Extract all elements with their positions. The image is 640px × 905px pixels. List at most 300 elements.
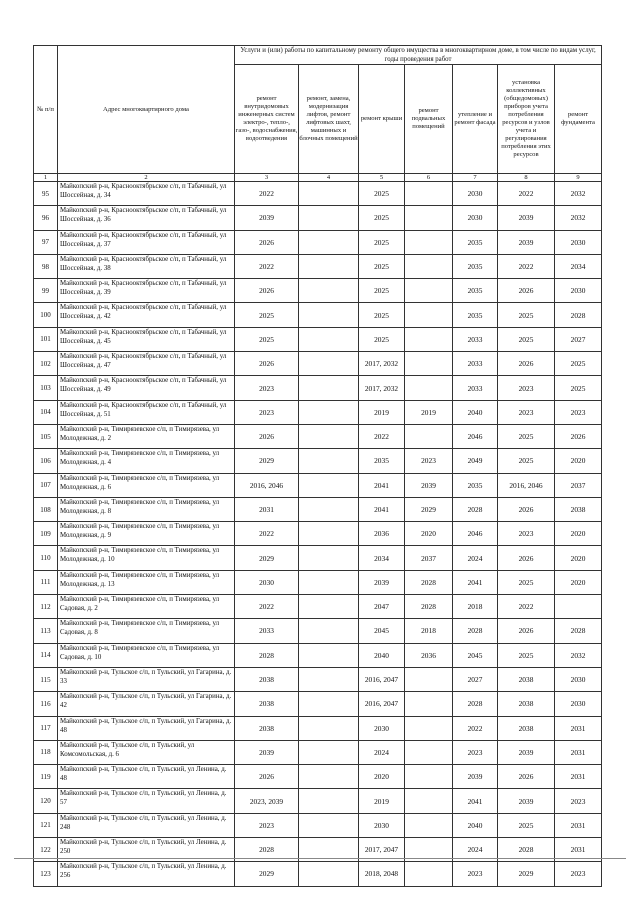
cell-foundation: 2020 bbox=[555, 570, 602, 594]
cell-facade: 2045 bbox=[453, 643, 498, 667]
cell-facade: 2024 bbox=[453, 838, 498, 862]
cell-engineering-systems: 2016, 2046 bbox=[235, 473, 299, 497]
cell-basement: 2036 bbox=[405, 643, 453, 667]
row-number: 104 bbox=[34, 400, 58, 424]
cell-foundation bbox=[555, 595, 602, 619]
table-row bbox=[34, 303, 602, 327]
cell-roof: 2045 bbox=[359, 619, 405, 643]
cell-foundation: 2034 bbox=[555, 254, 602, 278]
cell-engineering-systems: 2038 bbox=[235, 692, 299, 716]
cell-foundation: 2023 bbox=[555, 400, 602, 424]
cell-engineering-systems: 2026 bbox=[235, 352, 299, 376]
cell-basement bbox=[405, 692, 453, 716]
cell-meters: 2016, 2046 bbox=[498, 473, 555, 497]
row-address: Майкопский р-н, Тульское с/п, п Тульский, ул Ленина, д. 248 bbox=[58, 813, 235, 837]
row-address: Майкопский р-н, Тульское с/п, п Тульский, ул Комсомольская, д. 6 bbox=[58, 740, 235, 764]
cell-engineering-systems: 2023, 2039 bbox=[235, 789, 299, 813]
cell-roof: 2047 bbox=[359, 595, 405, 619]
cell-basement bbox=[405, 862, 453, 886]
row-number: 107 bbox=[34, 473, 58, 497]
table-row bbox=[34, 424, 602, 448]
row-address: Майкопский р-н, Тимирязевское с/п, п Тимирязева, ул Молодежная, д. 10 bbox=[58, 546, 235, 570]
cell-roof: 2030 bbox=[359, 813, 405, 837]
cell-foundation: 2030 bbox=[555, 279, 602, 303]
cell-meters: 2026 bbox=[498, 279, 555, 303]
cell-elevators bbox=[299, 546, 359, 570]
cell-foundation: 2020 bbox=[555, 546, 602, 570]
header-col-meters: установка коллективных (общедомовых) приборов учета потребления ресурсов и узлов учета и регулирования потребления этих ресурсов bbox=[498, 65, 555, 174]
row-number: 118 bbox=[34, 740, 58, 764]
cell-foundation: 2028 bbox=[555, 619, 602, 643]
page-bottom-divider bbox=[14, 858, 626, 859]
cell-roof: 2017, 2032 bbox=[359, 352, 405, 376]
cell-facade: 2033 bbox=[453, 327, 498, 351]
cell-basement bbox=[405, 327, 453, 351]
column-index: 2 bbox=[58, 174, 235, 182]
row-number: 115 bbox=[34, 667, 58, 691]
cell-engineering-systems: 2025 bbox=[235, 303, 299, 327]
row-address: Майкопский р-н, Краснооктябрьское с/п, п Табачный, ул Шоссейная, д. 37 bbox=[58, 230, 235, 254]
cell-elevators bbox=[299, 789, 359, 813]
cell-engineering-systems: 2022 bbox=[235, 522, 299, 546]
cell-foundation: 2031 bbox=[555, 716, 602, 740]
cell-elevators bbox=[299, 716, 359, 740]
cell-meters: 2026 bbox=[498, 497, 555, 521]
row-number: 103 bbox=[34, 376, 58, 400]
row-address: Майкопский р-н, Тульское с/п, п Тульский, ул Ленина, д. 57 bbox=[58, 789, 235, 813]
cell-meters: 2023 bbox=[498, 376, 555, 400]
column-index: 8 bbox=[498, 174, 555, 182]
cell-roof: 2024 bbox=[359, 740, 405, 764]
cell-basement: 2028 bbox=[405, 570, 453, 594]
row-address: Майкопский р-н, Тимирязевское с/п, п Тимирязева, ул Молодежная, д. 9 bbox=[58, 522, 235, 546]
cell-engineering-systems: 2028 bbox=[235, 643, 299, 667]
cell-basement bbox=[405, 813, 453, 837]
row-number: 112 bbox=[34, 595, 58, 619]
row-address: Майкопский р-н, Тимирязевское с/п, п Тимирязева, ул Садовая, д. 8 bbox=[58, 619, 235, 643]
capital-repair-table bbox=[33, 45, 602, 887]
cell-elevators bbox=[299, 497, 359, 521]
table-row bbox=[34, 182, 602, 206]
table-row bbox=[34, 619, 602, 643]
cell-foundation: 2031 bbox=[555, 813, 602, 837]
cell-foundation: 2032 bbox=[555, 182, 602, 206]
cell-basement bbox=[405, 667, 453, 691]
cell-basement: 2020 bbox=[405, 522, 453, 546]
cell-facade: 2040 bbox=[453, 400, 498, 424]
cell-engineering-systems: 2030 bbox=[235, 570, 299, 594]
row-number: 123 bbox=[34, 862, 58, 886]
table-row bbox=[34, 400, 602, 424]
row-number: 121 bbox=[34, 813, 58, 837]
cell-roof: 2025 bbox=[359, 206, 405, 230]
table-row bbox=[34, 279, 602, 303]
header-col-basement: ремонт подвальных помещений bbox=[405, 65, 453, 174]
cell-facade: 2035 bbox=[453, 279, 498, 303]
cell-engineering-systems: 2023 bbox=[235, 813, 299, 837]
table-row bbox=[34, 716, 602, 740]
cell-elevators bbox=[299, 230, 359, 254]
cell-basement bbox=[405, 182, 453, 206]
cell-roof: 2020 bbox=[359, 765, 405, 789]
cell-meters: 2039 bbox=[498, 740, 555, 764]
cell-meters: 2038 bbox=[498, 667, 555, 691]
header-col-foundation: ремонт фундамента bbox=[555, 65, 602, 174]
cell-facade: 2035 bbox=[453, 303, 498, 327]
cell-roof: 2025 bbox=[359, 279, 405, 303]
cell-basement: 2039 bbox=[405, 473, 453, 497]
table-row bbox=[34, 473, 602, 497]
cell-basement: 2028 bbox=[405, 595, 453, 619]
row-number: 119 bbox=[34, 765, 58, 789]
cell-meters: 2025 bbox=[498, 643, 555, 667]
cell-foundation: 2026 bbox=[555, 424, 602, 448]
row-address: Майкопский р-н, Краснооктябрьское с/п, п Табачный, ул Шоссейная, д. 39 bbox=[58, 279, 235, 303]
table-row bbox=[34, 327, 602, 351]
row-number: 100 bbox=[34, 303, 58, 327]
column-index: 6 bbox=[405, 174, 453, 182]
cell-facade: 2030 bbox=[453, 182, 498, 206]
cell-roof: 2035 bbox=[359, 449, 405, 473]
cell-facade: 2033 bbox=[453, 352, 498, 376]
cell-facade: 2030 bbox=[453, 206, 498, 230]
cell-foundation: 2027 bbox=[555, 327, 602, 351]
cell-meters: 2025 bbox=[498, 813, 555, 837]
row-address: Майкопский р-н, Тимирязевское с/п, п Тимирязева, ул Садовая, д. 2 bbox=[58, 595, 235, 619]
cell-engineering-systems: 2038 bbox=[235, 716, 299, 740]
row-number: 96 bbox=[34, 206, 58, 230]
cell-meters: 2039 bbox=[498, 206, 555, 230]
cell-engineering-systems: 2023 bbox=[235, 376, 299, 400]
cell-engineering-systems: 2022 bbox=[235, 595, 299, 619]
row-number: 117 bbox=[34, 716, 58, 740]
cell-roof: 2030 bbox=[359, 716, 405, 740]
cell-basement bbox=[405, 740, 453, 764]
cell-foundation: 2025 bbox=[555, 352, 602, 376]
cell-meters: 2038 bbox=[498, 716, 555, 740]
cell-basement: 2029 bbox=[405, 497, 453, 521]
cell-basement bbox=[405, 789, 453, 813]
table-row bbox=[34, 230, 602, 254]
cell-meters: 2026 bbox=[498, 546, 555, 570]
cell-meters: 2026 bbox=[498, 619, 555, 643]
cell-meters: 2025 bbox=[498, 424, 555, 448]
row-number: 116 bbox=[34, 692, 58, 716]
cell-engineering-systems: 2023 bbox=[235, 400, 299, 424]
cell-meters: 2039 bbox=[498, 230, 555, 254]
cell-facade: 2035 bbox=[453, 473, 498, 497]
header-col-elevators: ремонт, замена, модернизация лифтов, ремонт лифтовых шахт, машинных и блочных помещений bbox=[299, 65, 359, 174]
column-index-row bbox=[34, 174, 602, 182]
row-number: 106 bbox=[34, 449, 58, 473]
cell-facade: 2041 bbox=[453, 570, 498, 594]
cell-facade: 2039 bbox=[453, 765, 498, 789]
cell-elevators bbox=[299, 400, 359, 424]
cell-roof: 2022 bbox=[359, 424, 405, 448]
cell-facade: 2046 bbox=[453, 522, 498, 546]
cell-roof: 2025 bbox=[359, 303, 405, 327]
cell-facade: 2027 bbox=[453, 667, 498, 691]
cell-engineering-systems: 2039 bbox=[235, 206, 299, 230]
row-number: 102 bbox=[34, 352, 58, 376]
cell-elevators bbox=[299, 254, 359, 278]
cell-elevators bbox=[299, 643, 359, 667]
cell-foundation: 2030 bbox=[555, 692, 602, 716]
table-row bbox=[34, 449, 602, 473]
row-address: Майкопский р-н, Краснооктябрьское с/п, п Табачный, ул Шоссейная, д. 36 bbox=[58, 206, 235, 230]
cell-basement bbox=[405, 303, 453, 327]
cell-roof: 2019 bbox=[359, 789, 405, 813]
cell-roof: 2034 bbox=[359, 546, 405, 570]
cell-elevators bbox=[299, 352, 359, 376]
cell-facade: 2046 bbox=[453, 424, 498, 448]
cell-meters: 2025 bbox=[498, 327, 555, 351]
cell-facade: 2028 bbox=[453, 497, 498, 521]
cell-elevators bbox=[299, 327, 359, 351]
cell-elevators bbox=[299, 813, 359, 837]
cell-basement bbox=[405, 716, 453, 740]
table-row bbox=[34, 595, 602, 619]
cell-elevators bbox=[299, 595, 359, 619]
cell-roof: 2041 bbox=[359, 473, 405, 497]
table-row bbox=[34, 789, 602, 813]
row-address: Майкопский р-н, Тульское с/п, п Тульский, ул Ленина, д. 256 bbox=[58, 862, 235, 886]
cell-basement bbox=[405, 254, 453, 278]
cell-roof: 2017, 2047 bbox=[359, 838, 405, 862]
cell-meters: 2025 bbox=[498, 449, 555, 473]
column-index: 7 bbox=[453, 174, 498, 182]
cell-basement: 2037 bbox=[405, 546, 453, 570]
row-address: Майкопский р-н, Тульское с/п, п Тульский, ул Ленина, д. 250 bbox=[58, 838, 235, 862]
row-number: 97 bbox=[34, 230, 58, 254]
row-address: Майкопский р-н, Краснооктябрьское с/п, п Табачный, ул Шоссейная, д. 51 bbox=[58, 400, 235, 424]
cell-elevators bbox=[299, 473, 359, 497]
row-number: 99 bbox=[34, 279, 58, 303]
cell-foundation: 2020 bbox=[555, 522, 602, 546]
row-address: Майкопский р-н, Тимирязевское с/п, п Тимирязева, ул Молодежная, д. 4 bbox=[58, 449, 235, 473]
cell-basement bbox=[405, 424, 453, 448]
cell-foundation: 2031 bbox=[555, 765, 602, 789]
cell-elevators bbox=[299, 667, 359, 691]
header-col-address: Адрес многоквартирного дома bbox=[58, 46, 235, 174]
row-address: Майкопский р-н, Краснооктябрьское с/п, п Табачный, ул Шоссейная, д. 47 bbox=[58, 352, 235, 376]
cell-engineering-systems: 2026 bbox=[235, 424, 299, 448]
header-col-roof: ремонт крыши bbox=[359, 65, 405, 174]
cell-facade: 2028 bbox=[453, 619, 498, 643]
header-col-engineering-systems: ремонт внутридомовых инженерных систем электро-, тепло-, газо-, водоснабжения, водоотведения bbox=[235, 65, 299, 174]
table-row bbox=[34, 862, 602, 886]
row-number: 114 bbox=[34, 643, 58, 667]
cell-foundation: 2028 bbox=[555, 303, 602, 327]
table-row bbox=[34, 546, 602, 570]
row-number: 113 bbox=[34, 619, 58, 643]
row-address: Майкопский р-н, Тульское с/п, п Тульский, ул Гагарина, д. 42 bbox=[58, 692, 235, 716]
column-index: 1 bbox=[34, 174, 58, 182]
cell-foundation: 2037 bbox=[555, 473, 602, 497]
row-number: 95 bbox=[34, 182, 58, 206]
table-row bbox=[34, 813, 602, 837]
row-address: Майкопский р-н, Тульское с/п, п Тульский, ул Гагарина, д. 48 bbox=[58, 716, 235, 740]
row-address: Майкопский р-н, Тульское с/п, п Тульский, ул Ленина, д. 48 bbox=[58, 765, 235, 789]
cell-elevators bbox=[299, 376, 359, 400]
table-row bbox=[34, 497, 602, 521]
cell-meters: 2023 bbox=[498, 400, 555, 424]
row-address: Майкопский р-н, Тимирязевское с/п, п Тимирязева, ул Молодежная, д. 13 bbox=[58, 570, 235, 594]
table-row bbox=[34, 643, 602, 667]
cell-basement: 2023 bbox=[405, 449, 453, 473]
row-address: Майкопский р-н, Краснооктябрьское с/п, п Табачный, ул Шоссейная, д. 34 bbox=[58, 182, 235, 206]
cell-elevators bbox=[299, 765, 359, 789]
cell-facade: 2040 bbox=[453, 813, 498, 837]
row-address: Майкопский р-н, Краснооктябрьское с/п, п Табачный, ул Шоссейная, д. 45 bbox=[58, 327, 235, 351]
cell-elevators bbox=[299, 206, 359, 230]
row-number: 105 bbox=[34, 424, 58, 448]
cell-meters: 2022 bbox=[498, 182, 555, 206]
row-address: Майкопский р-н, Тимирязевское с/п, п Тимирязева, ул Молодежная, д. 2 bbox=[58, 424, 235, 448]
cell-facade: 2018 bbox=[453, 595, 498, 619]
table-row bbox=[34, 522, 602, 546]
row-number: 108 bbox=[34, 497, 58, 521]
cell-engineering-systems: 2022 bbox=[235, 182, 299, 206]
cell-foundation: 2031 bbox=[555, 740, 602, 764]
cell-foundation: 2030 bbox=[555, 667, 602, 691]
cell-roof: 2018, 2048 bbox=[359, 862, 405, 886]
column-index: 5 bbox=[359, 174, 405, 182]
cell-facade: 2023 bbox=[453, 862, 498, 886]
cell-engineering-systems: 2028 bbox=[235, 838, 299, 862]
cell-basement bbox=[405, 230, 453, 254]
cell-meters: 2023 bbox=[498, 522, 555, 546]
cell-facade: 2041 bbox=[453, 789, 498, 813]
row-address: Майкопский р-н, Краснооктябрьское с/п, п Табачный, ул Шоссейная, д. 42 bbox=[58, 303, 235, 327]
cell-engineering-systems: 2022 bbox=[235, 254, 299, 278]
cell-engineering-systems: 2039 bbox=[235, 740, 299, 764]
column-index: 3 bbox=[235, 174, 299, 182]
cell-foundation: 2038 bbox=[555, 497, 602, 521]
cell-engineering-systems: 2038 bbox=[235, 667, 299, 691]
cell-foundation: 2025 bbox=[555, 376, 602, 400]
cell-foundation: 2023 bbox=[555, 789, 602, 813]
row-number: 120 bbox=[34, 789, 58, 813]
cell-roof: 2025 bbox=[359, 230, 405, 254]
cell-elevators bbox=[299, 522, 359, 546]
table-row bbox=[34, 254, 602, 278]
table-body bbox=[34, 182, 602, 887]
row-address: Майкопский р-н, Тимирязевское с/п, п Тимирязева, ул Молодежная, д. 8 bbox=[58, 497, 235, 521]
cell-roof: 2025 bbox=[359, 327, 405, 351]
table-row bbox=[34, 692, 602, 716]
cell-engineering-systems: 2026 bbox=[235, 279, 299, 303]
cell-roof: 2041 bbox=[359, 497, 405, 521]
cell-basement bbox=[405, 765, 453, 789]
cell-meters: 2025 bbox=[498, 303, 555, 327]
cell-elevators bbox=[299, 570, 359, 594]
cell-engineering-systems: 2029 bbox=[235, 546, 299, 570]
cell-meters: 2026 bbox=[498, 352, 555, 376]
document-sheet bbox=[33, 45, 601, 887]
cell-facade: 2023 bbox=[453, 740, 498, 764]
cell-elevators bbox=[299, 449, 359, 473]
row-number: 122 bbox=[34, 838, 58, 862]
row-address: Майкопский р-н, Краснооктябрьское с/п, п Табачный, ул Шоссейная, д. 38 bbox=[58, 254, 235, 278]
cell-foundation: 2031 bbox=[555, 838, 602, 862]
cell-elevators bbox=[299, 862, 359, 886]
cell-meters: 2022 bbox=[498, 595, 555, 619]
table-row bbox=[34, 206, 602, 230]
row-number: 110 bbox=[34, 546, 58, 570]
cell-roof: 2017, 2032 bbox=[359, 376, 405, 400]
cell-elevators bbox=[299, 279, 359, 303]
table-row bbox=[34, 740, 602, 764]
cell-elevators bbox=[299, 182, 359, 206]
cell-engineering-systems: 2031 bbox=[235, 497, 299, 521]
cell-engineering-systems: 2025 bbox=[235, 327, 299, 351]
cell-foundation: 2023 bbox=[555, 862, 602, 886]
cell-basement bbox=[405, 376, 453, 400]
cell-elevators bbox=[299, 740, 359, 764]
cell-engineering-systems: 2033 bbox=[235, 619, 299, 643]
row-address: Майкопский р-н, Краснооктябрьское с/п, п Табачный, ул Шоссейная, д. 49 bbox=[58, 376, 235, 400]
cell-facade: 2022 bbox=[453, 716, 498, 740]
cell-foundation: 2032 bbox=[555, 206, 602, 230]
cell-roof: 2019 bbox=[359, 400, 405, 424]
header-services-title: Услуги и (или) работы по капитальному ремонту общего имущества в многоквартирном доме, в том числе по видам услуг, годы проведения работ bbox=[235, 46, 602, 65]
cell-elevators bbox=[299, 424, 359, 448]
cell-engineering-systems: 2026 bbox=[235, 230, 299, 254]
column-index: 9 bbox=[555, 174, 602, 182]
cell-facade: 2035 bbox=[453, 254, 498, 278]
cell-foundation: 2020 bbox=[555, 449, 602, 473]
table-row bbox=[34, 352, 602, 376]
cell-meters: 2028 bbox=[498, 838, 555, 862]
cell-facade: 2024 bbox=[453, 546, 498, 570]
cell-meters: 2029 bbox=[498, 862, 555, 886]
cell-basement bbox=[405, 206, 453, 230]
cell-roof: 2036 bbox=[359, 522, 405, 546]
cell-facade: 2028 bbox=[453, 692, 498, 716]
row-number: 109 bbox=[34, 522, 58, 546]
cell-engineering-systems: 2029 bbox=[235, 449, 299, 473]
cell-elevators bbox=[299, 303, 359, 327]
table-row bbox=[34, 376, 602, 400]
table-row bbox=[34, 667, 602, 691]
column-index: 4 bbox=[299, 174, 359, 182]
cell-facade: 2033 bbox=[453, 376, 498, 400]
cell-meters: 2022 bbox=[498, 254, 555, 278]
row-number: 101 bbox=[34, 327, 58, 351]
row-address: Майкопский р-н, Тульское с/п, п Тульский, ул Гагарина, д. 33 bbox=[58, 667, 235, 691]
cell-meters: 2039 bbox=[498, 789, 555, 813]
cell-meters: 2026 bbox=[498, 765, 555, 789]
cell-roof: 2025 bbox=[359, 182, 405, 206]
cell-roof: 2016, 2047 bbox=[359, 667, 405, 691]
cell-basement bbox=[405, 352, 453, 376]
header-col-number: № п/п bbox=[34, 46, 58, 174]
table-row bbox=[34, 765, 602, 789]
cell-roof: 2025 bbox=[359, 254, 405, 278]
cell-roof: 2040 bbox=[359, 643, 405, 667]
row-number: 98 bbox=[34, 254, 58, 278]
cell-foundation: 2030 bbox=[555, 230, 602, 254]
row-address: Майкопский р-н, Тимирязевское с/п, п Тимирязева, ул Молодежная, д. 6 bbox=[58, 473, 235, 497]
cell-meters: 2038 bbox=[498, 692, 555, 716]
cell-basement: 2019 bbox=[405, 400, 453, 424]
cell-meters: 2025 bbox=[498, 570, 555, 594]
header-col-facade: утепление и ремонт фасада bbox=[453, 65, 498, 174]
row-number: 111 bbox=[34, 570, 58, 594]
cell-elevators bbox=[299, 619, 359, 643]
cell-foundation: 2032 bbox=[555, 643, 602, 667]
